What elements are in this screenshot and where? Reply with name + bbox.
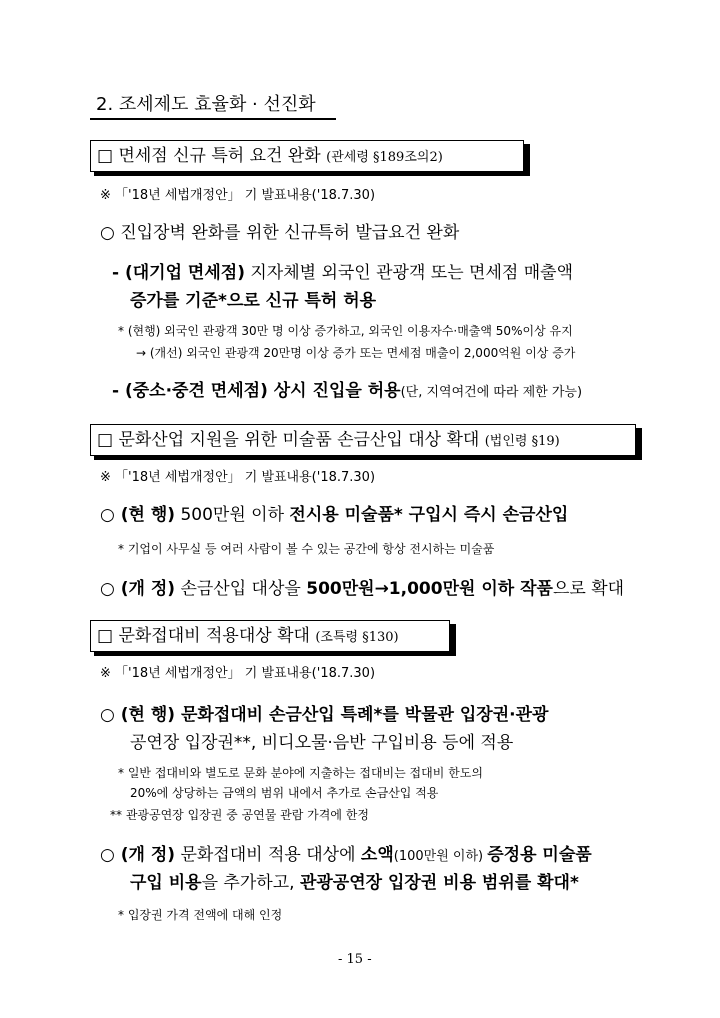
dash-text-continued: 증가를 기준*으로 신규 특허 허용 bbox=[130, 291, 377, 311]
dash-label: - (대기업 면세점) bbox=[112, 263, 245, 283]
heading-text: □ 문화산업 지원을 위한 미술품 손금산입 대상 확대 bbox=[97, 430, 480, 450]
revised-label: ○ (개 정) bbox=[100, 845, 176, 865]
bullet-item: ○ 진입장벽 완화를 위한 신규특허 발급요건 완화 bbox=[100, 223, 460, 243]
current-text: 500만원 이하 bbox=[175, 505, 290, 525]
section-title bbox=[90, 92, 336, 120]
current-text-bold: 전시용 미술품* 구입시 즉시 손금산입 bbox=[289, 505, 569, 525]
dash-item bbox=[112, 258, 573, 283]
current-label: ○ (현 행) bbox=[100, 505, 176, 525]
heading-box-art bbox=[90, 424, 636, 456]
revised-text: 으로 확대 bbox=[552, 579, 625, 599]
revised-label: ○ (개 정) bbox=[100, 579, 176, 599]
revised-rule-continued bbox=[130, 868, 579, 893]
revised-text-bold: 관광공연장 입장권 비용 범위를 확대* bbox=[299, 873, 579, 893]
revised-text: 을 추가하고, bbox=[201, 873, 300, 893]
revised-text-small: (100만원 이하) bbox=[393, 849, 488, 864]
heading-box-culture bbox=[90, 620, 450, 652]
heading-text: □ 면세점 신규 특허 요건 완화 bbox=[97, 146, 321, 166]
revised-text-bold: 구입 비용 bbox=[130, 873, 202, 893]
revised-text: 손금산입 대상을 bbox=[175, 579, 307, 599]
section-title-text: 2. 조세제도 효율화 · 선진화 bbox=[96, 94, 316, 115]
revised-text-bold: 소액 bbox=[360, 845, 394, 865]
announcement-note: ※ 「'18년 세법개정안」 기 발표내용('18.7.30) bbox=[100, 470, 376, 485]
dash-text: 지자체별 외국인 관광객 또는 면세점 매출액 bbox=[244, 263, 573, 283]
footnote-item: ** 관광공연장 입장권 중 공연물 관람 가격에 한정 bbox=[110, 808, 369, 822]
dash-text: (단, 지역여건에 따라 제한 가능) bbox=[400, 385, 583, 400]
revised-rule bbox=[100, 574, 624, 599]
footnote-item: * 입장권 가격 전액에 대해 인정 bbox=[118, 908, 283, 922]
revised-text-bold: 증정용 미술품 bbox=[487, 845, 592, 865]
announcement-note: ※ 「'18년 세법개정안」 기 발표내용('18.7.30) bbox=[100, 188, 376, 203]
current-text-continued: 공연장 입장권**, 비디오물·음반 구입비용 등에 적용 bbox=[130, 733, 514, 753]
footnote-item: 20%에 상당하는 금액의 범위 내에서 추가로 손금산입 적용 bbox=[130, 786, 439, 800]
revised-rule bbox=[100, 840, 592, 865]
dash-item bbox=[112, 376, 582, 401]
heading-box-dutyfree bbox=[90, 140, 524, 172]
footnote-item: * 일반 접대비와 별도로 문화 분야에 지출하는 접대비는 접대비 한도의 bbox=[118, 766, 483, 780]
heading-reference: (관세령 §189조의2) bbox=[326, 150, 443, 165]
current-rule bbox=[100, 500, 568, 525]
revised-text: 문화접대비 적용 대상에 bbox=[175, 845, 361, 865]
page-number: - 15 - bbox=[338, 952, 372, 967]
heading-reference: (법인령 §19) bbox=[484, 434, 560, 449]
revised-text-bold: 500만원→1,000만원 이하 작품 bbox=[306, 579, 553, 599]
heading-text: □ 문화접대비 적용대상 확대 bbox=[97, 626, 310, 646]
footnote-item: * 기업이 사무실 등 여러 사람이 볼 수 있는 공간에 항상 전시하는 미술품 bbox=[118, 542, 495, 556]
current-text-bold: 문화접대비 손금산입 특례*를 박물관 입장권·관광 bbox=[175, 705, 549, 725]
footnote-item: * (현행) 외국인 관광객 30만 명 이상 증가하고, 외국인 이용자수·매출액 50%이상 유지 bbox=[118, 324, 573, 338]
current-rule bbox=[100, 700, 548, 725]
announcement-note: ※ 「'18년 세법개정안」 기 발표내용('18.7.30) bbox=[100, 666, 376, 681]
dash-label: - (중소·중견 면세점) 상시 진입을 허용 bbox=[112, 381, 401, 401]
current-label: ○ (현 행) bbox=[100, 705, 176, 725]
heading-reference: (조특령 §130) bbox=[315, 630, 399, 645]
footnote-item: → (개선) 외국인 관광객 20만명 이상 증가 또는 면세점 매출이 2,000억원 이상 증가 bbox=[136, 346, 576, 360]
